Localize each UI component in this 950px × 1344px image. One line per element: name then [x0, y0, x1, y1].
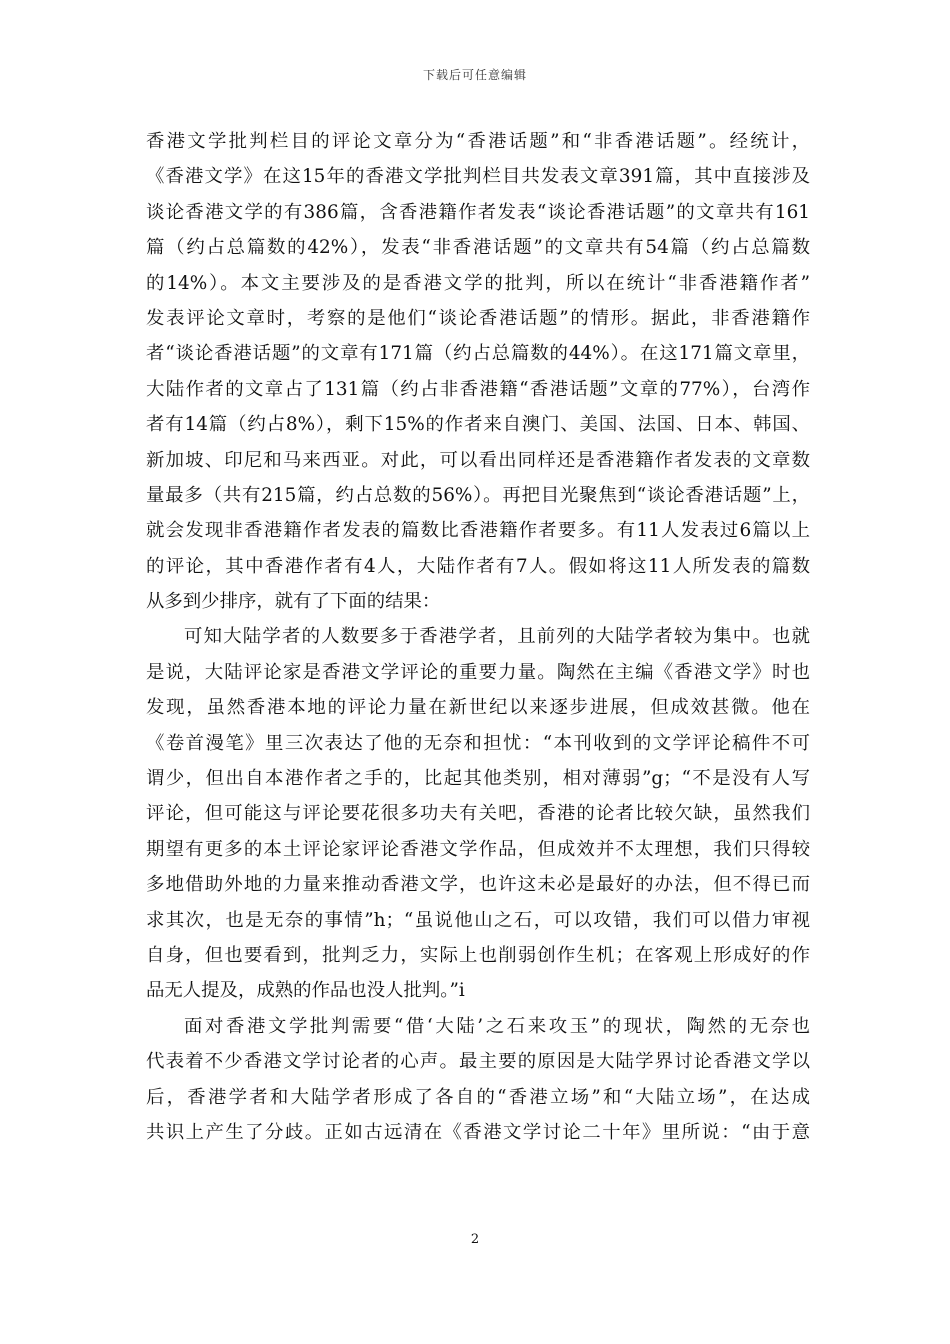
text-line: 《香港文学》在这15年的香港文学批判栏目共发表文章391篇，其中直接涉及 — [146, 166, 810, 188]
paragraph-2 — [146, 619, 810, 1008]
text-line: 代表着不少香港文学讨论者的心声。最主要的原因是大陆学界讨论香港文学以 — [146, 1051, 810, 1073]
text-line: 可知大陆学者的人数要多于香港学者，且前列的大陆学者较为集中。也就 — [184, 626, 810, 648]
text-line: 谈论香港文学的有386篇，含香港籍作者发表“谈论香港话题”的文章共有161 — [146, 201, 810, 223]
text-line: 面对香港文学批判需要“借‘大陆’之石来攻玉”的现状，陶然的无奈也 — [184, 1015, 810, 1037]
paragraph-1 — [146, 124, 810, 619]
document-body — [146, 124, 810, 1150]
text-line: 量最多（共有215篇，约占总数的56%）。再把目光聚焦到“谈论香港话题”上， — [146, 484, 810, 506]
paragraph-3 — [146, 1009, 810, 1151]
text-line: 谓少，但出自本港作者之手的，比起其他类别，相对薄弱”g；“不是没有人写 — [146, 768, 810, 790]
text-line: 是说，大陆评论家是香港文学评论的重要力量。陶然在主编《香港文学》时也 — [146, 661, 810, 683]
text-line: 新加坡、印尼和马来西亚。对此，可以看出同样还是香港籍作者发表的文章数 — [146, 449, 810, 471]
text-line: 篇（约占总篇数的42%），发表“非香港话题”的文章共有54篇（约占总篇数 — [146, 237, 810, 259]
text-line: 《卷首漫笔》里三次表达了他的无奈和担忧：“本刊收到的文学评论稿件不可 — [146, 732, 810, 754]
text-line: 自身，但也要看到，批判乏力，实际上也削弱创作生机；在客观上形成好的作 — [146, 944, 810, 966]
page-number: 2 — [470, 1232, 480, 1247]
page-header: 下载后可任意编辑 — [422, 68, 527, 82]
text-line: 者“谈论香港话题”的文章有171篇（约占总篇数的44%）。在这171篇文章里， — [146, 343, 810, 365]
text-line: 香港文学批判栏目的评论文章分为“香港话题”和“非香港话题”。经统计， — [146, 131, 810, 152]
text-line: 的14%）。本文主要涉及的是香港文学的批判，所以在统计“非香港籍作者” — [146, 272, 810, 294]
text-line: 发现，虽然香港本地的评论力量在新世纪以来逐步进展，但成效甚微。他在 — [146, 697, 810, 719]
text-line: 者有14篇（约占8%），剩下15%的作者来自澳门、美国、法国、日本、韩国、 — [146, 414, 810, 436]
text-line: 大陆作者的文章占了131篇（约占非香港籍“香港话题”文章的77%），台湾作 — [146, 378, 810, 400]
text-line: 品无人提及，成熟的作品也没人批判。”i — [146, 980, 465, 1002]
text-line: 从多到少排序，就有了下面的结果： — [146, 591, 441, 613]
text-line: 就会发现非香港籍作者发表的篇数比香港籍作者要多。有11人发表过6篇以上 — [146, 520, 810, 542]
text-line: 求其次，也是无奈的事情”h；“虽说他山之石，可以攻错，我们可以借力审视 — [146, 909, 810, 931]
text-line: 评论，但可能这与评论要花很多功夫有关吧，香港的论者比较欠缺，虽然我们 — [146, 803, 810, 825]
text-line: 共识上产生了分歧。正如古远清在《香港文学讨论二十年》里所说：“由于意 — [146, 1121, 810, 1143]
text-line: 期望有更多的本土评论家评论香港文学作品，但成效并不太理想，我们只得较 — [146, 838, 810, 860]
text-line: 发表评论文章时，考察的是他们“谈论香港话题”的情形。据此，非香港籍作 — [146, 307, 810, 329]
text-line: 后，香港学者和大陆学者形成了各自的“香港立场”和“大陆立场”，在达成 — [146, 1086, 810, 1108]
text-line: 多地借助外地的力量来推动香港文学，也许这未必是最好的办法，但不得已而 — [146, 874, 810, 896]
text-line: 的评论，其中香港作者有4人，大陆作者有7人。假如将这11人所发表的篇数 — [146, 555, 810, 577]
